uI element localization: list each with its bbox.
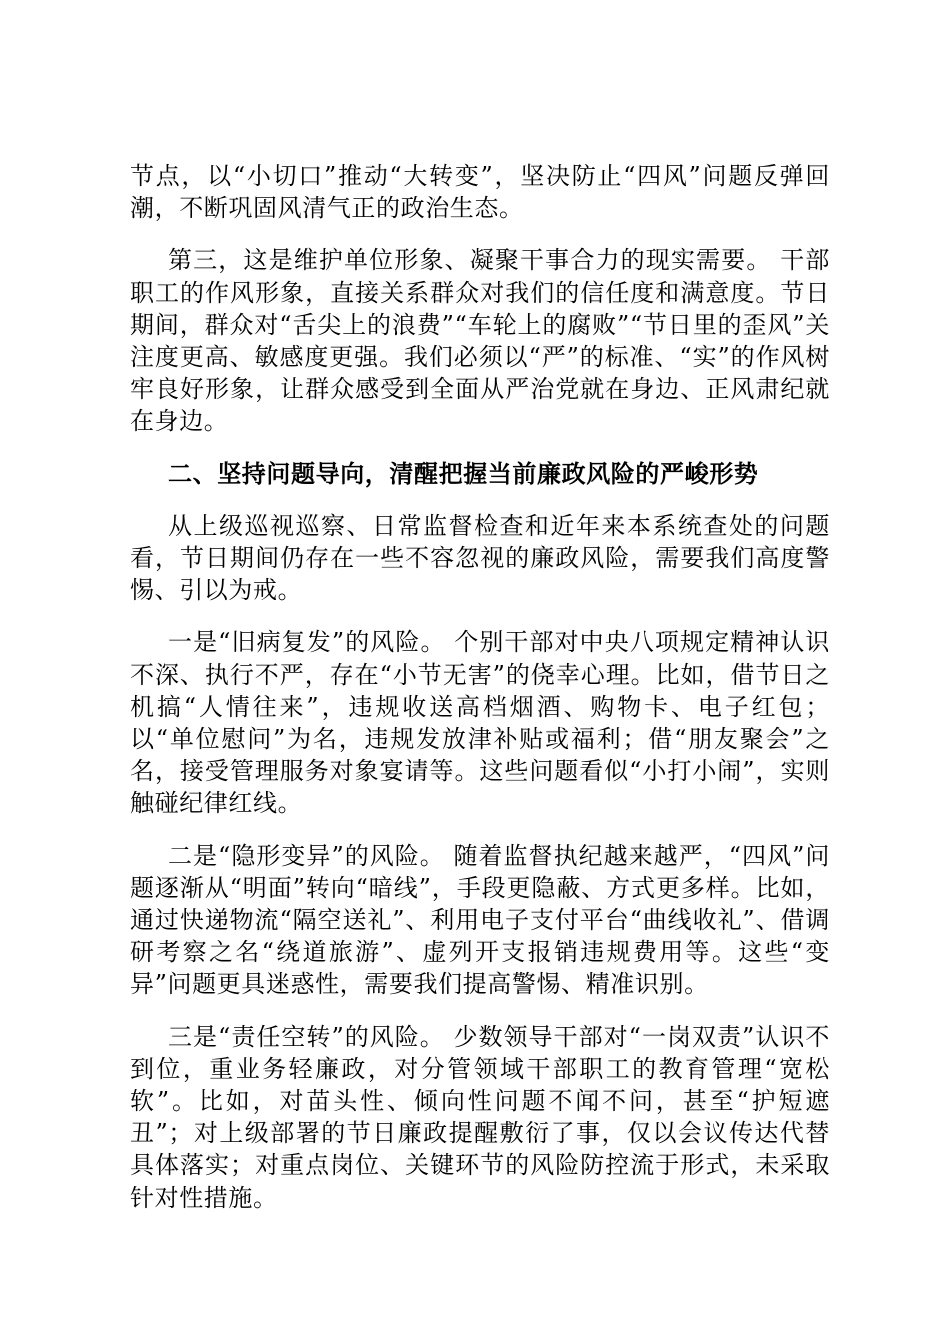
paragraph-risk-one: 一是“旧病复发”的风险。 个别干部对中央八项规定精神认识不深、执行不严，存在“小节无害”的侥幸心理。比如，借节日之机搞“人情往来”，违规收送高档烟酒、购物卡、电子红包；以“单位慰问”为名，违规发放津补贴或福利；借“朋友聚会”之名，接受管理服务对象宴请等。这些问题看似“小打小闹”，实则触碰纪律红线。 xyxy=(130,628,830,818)
paragraph-continuation: 节点，以“小切口”推动“大转变”，坚决防止“四风”问题反弹回潮，不断巩固风清气正的政治生态。 xyxy=(130,162,830,223)
paragraph-third-point: 第三，这是维护单位形象、凝聚干事合力的现实需要。 干部职工的作风形象，直接关系群众对我们的信任度和满意度。节日期间，群众对“舌尖上的浪费”“车轮上的腐败”“节日里的歪风”关注度更高、敏感度更强。我们必须以“严”的标准、“实”的作风树牢良好形象，让群众感受到全面从严治党就在身边、正风肃纪就在身边。 xyxy=(130,246,830,436)
document-page xyxy=(130,160,830,1214)
paragraph-risk-two: 二是“隐形变异”的风险。 随着监督执纪越来越严，“四风”问题逐渐从“明面”转向“暗线”，手段更隐蔽、方式更多样。比如，通过快递物流“隔空送礼”、利用电子支付平台“曲线收礼”、借调研考察之名“绕道旅游”、虚列开支报销违规费用等。这些“变异”问题更具迷惑性，需要我们提高警惕、精准识别。 xyxy=(130,841,830,999)
paragraph-risk-three: 三是“责任空转”的风险。 少数领导干部对“一岗双责”认识不到位，重业务轻廉政，对分管领域干部职工的教育管理“宽松软”。比如，对苗头性、倾向性问题不闻不问，甚至“护短遮丑”；对上级部署的节日廉政提醒敷衍了事，仅以会议传达代替具体落实；对重点岗位、关键环节的风险防控流于形式，未采取针对性措施。 xyxy=(130,1022,830,1212)
paragraph-intro: 从上级巡视巡察、日常监督检查和近年来本系统查处的问题看，节日期间仍存在一些不容忽视的廉政风险，需要我们高度警惕、引以为戒。 xyxy=(130,511,830,605)
section-heading: 二、坚持问题导向，清醒把握当前廉政风险的严峻形势 xyxy=(168,458,759,488)
